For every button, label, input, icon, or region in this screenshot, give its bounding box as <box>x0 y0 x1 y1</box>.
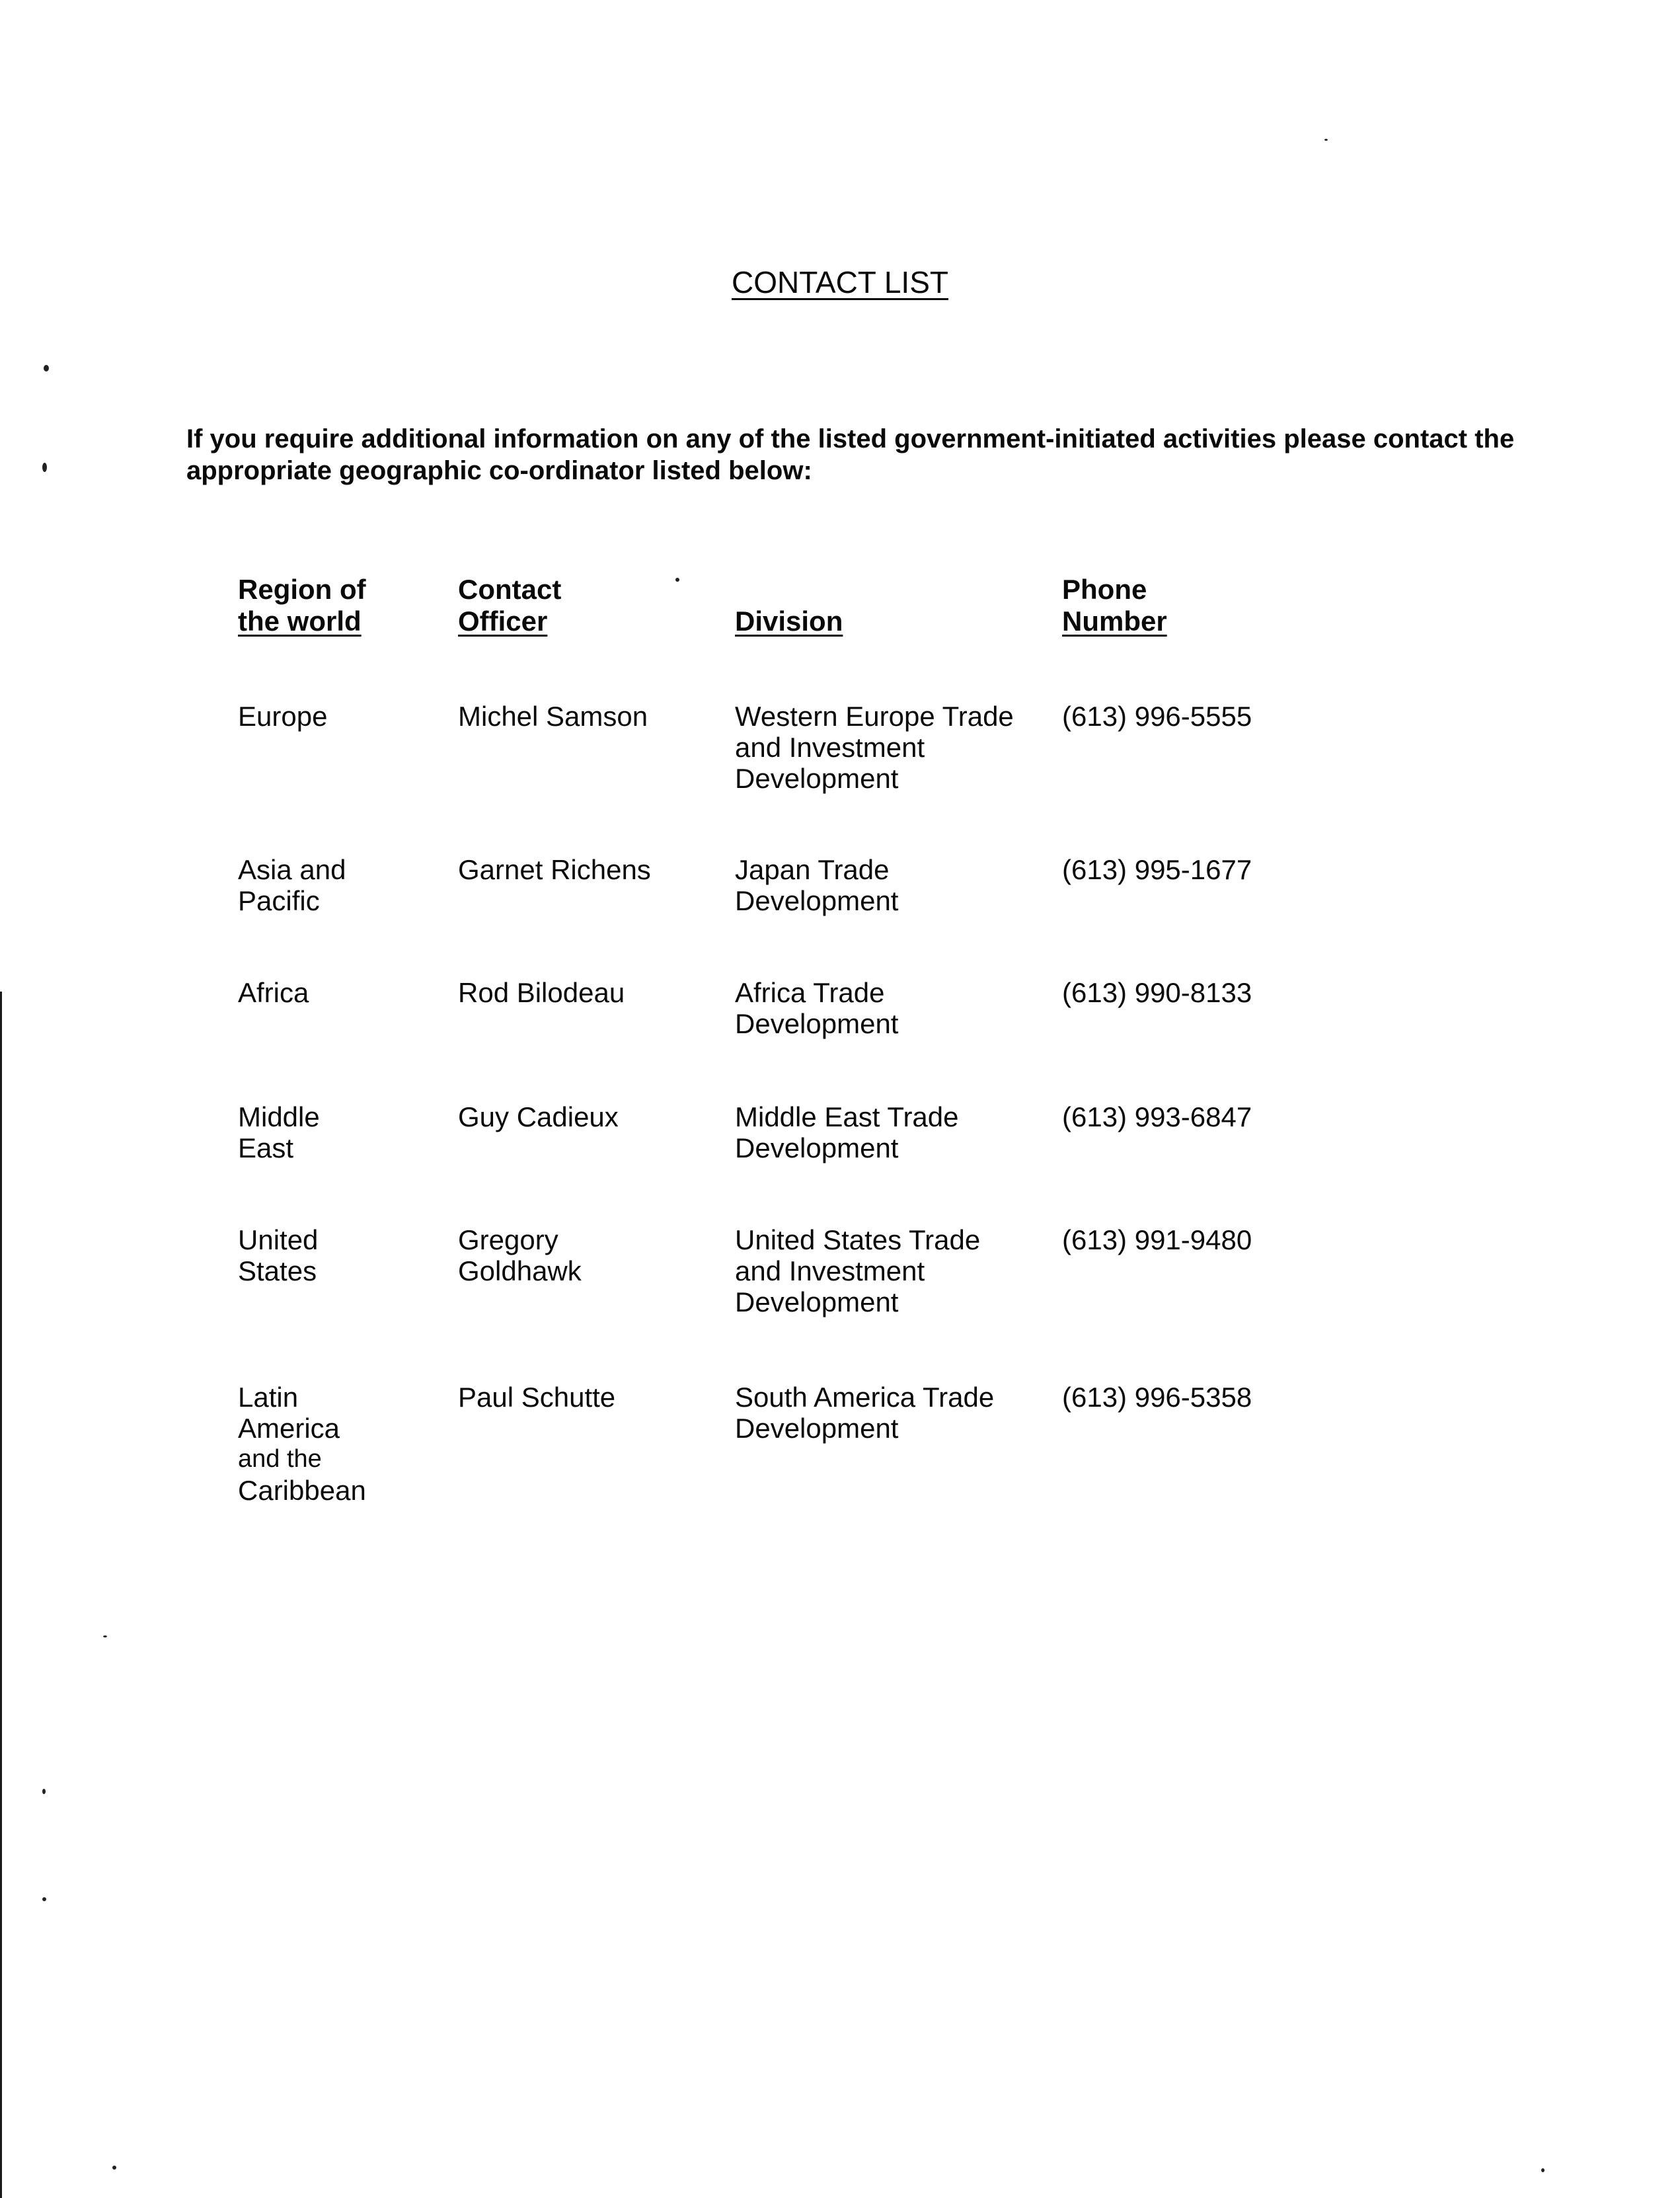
region-line: Latin <box>238 1382 299 1413</box>
intro-line-2: appropriate geographic co-ordinator listed below: <box>186 456 812 485</box>
phone-cell <box>1062 854 1340 885</box>
region-cell <box>238 1101 436 1163</box>
division-line: Development <box>735 1132 899 1163</box>
document-title-text: CONTACT LIST <box>732 265 948 299</box>
intro-paragraph <box>186 423 1515 487</box>
division-line: Development <box>735 1286 899 1317</box>
phone-number: (613) 993-6847 <box>1062 1101 1252 1132</box>
division-line: and Investment <box>735 732 925 763</box>
division-cell <box>735 1224 1046 1317</box>
officer-cell <box>458 701 722 732</box>
region-line: Middle <box>238 1101 320 1132</box>
header-phone-line-2: Number <box>1062 606 1167 637</box>
scan-speck <box>44 365 49 372</box>
region-cell <box>238 854 436 916</box>
scan-speck <box>42 1897 46 1901</box>
document-title <box>0 264 1680 300</box>
header-phone-line-1: Phone <box>1062 574 1147 605</box>
phone-cell <box>1062 977 1340 1008</box>
phone-number: (613) 995-1677 <box>1062 854 1252 885</box>
officer-line: Gregory <box>458 1224 558 1255</box>
officer-line: Goldhawk <box>458 1255 582 1286</box>
officer-cell <box>458 977 722 1008</box>
header-officer-line-2: Officer <box>458 606 548 637</box>
region-line: Europe <box>238 701 328 732</box>
phone-number: (613) 991-9480 <box>1062 1224 1252 1255</box>
division-cell <box>735 977 1046 1039</box>
header-region-line-2: the world <box>238 606 362 637</box>
region-line: Africa <box>238 977 309 1008</box>
officer-line: Paul Schutte <box>458 1382 616 1413</box>
header-region <box>238 574 366 637</box>
region-line: States <box>238 1255 317 1286</box>
header-officer <box>458 574 561 637</box>
division-line: Middle East Trade <box>735 1101 959 1132</box>
region-line: Pacific <box>238 885 320 916</box>
scan-speck <box>42 1789 46 1794</box>
officer-line: Garnet Richens <box>458 854 651 885</box>
officer-cell <box>458 1382 722 1413</box>
division-line: and Investment <box>735 1255 925 1286</box>
scan-speck <box>1541 2168 1545 2172</box>
region-line: East <box>238 1132 294 1163</box>
division-line: Japan Trade <box>735 854 890 885</box>
region-line: United <box>238 1224 319 1255</box>
scan-speck <box>112 2166 116 2170</box>
officer-cell <box>458 1224 722 1286</box>
division-line: South America Trade <box>735 1382 995 1413</box>
division-cell <box>735 854 1046 916</box>
phone-number: (613) 996-5555 <box>1062 701 1252 732</box>
officer-cell <box>458 854 722 885</box>
division-line: Africa Trade <box>735 977 885 1008</box>
officer-line: Guy Cadieux <box>458 1101 619 1132</box>
phone-cell <box>1062 1224 1340 1255</box>
division-cell <box>735 701 1046 794</box>
division-cell <box>735 1101 1046 1163</box>
region-cell <box>238 1224 436 1286</box>
region-line: Asia and <box>238 854 346 885</box>
division-line: Development <box>735 1413 899 1444</box>
region-line: and the <box>238 1445 322 1473</box>
officer-line: Rod Bilodeau <box>458 977 625 1008</box>
region-cell <box>238 701 436 732</box>
region-line: Caribbean <box>238 1475 366 1506</box>
header-phone <box>1062 574 1167 637</box>
region-line: America <box>238 1413 340 1444</box>
phone-number: (613) 990-8133 <box>1062 977 1252 1008</box>
division-line: Development <box>735 1008 899 1039</box>
division-cell <box>735 1382 1046 1444</box>
phone-number: (613) 996-5358 <box>1062 1382 1252 1413</box>
division-line: Development <box>735 885 899 916</box>
scan-speck <box>103 1635 107 1637</box>
binding-edge-line <box>0 992 2 2198</box>
scan-speck <box>1324 139 1328 141</box>
officer-cell <box>458 1101 722 1132</box>
header-division <box>735 606 843 637</box>
phone-cell <box>1062 1382 1340 1413</box>
phone-cell <box>1062 701 1340 732</box>
header-region-line-1: Region of <box>238 574 366 605</box>
officer-line: Michel Samson <box>458 701 648 732</box>
scan-speck <box>675 578 679 582</box>
division-line: United States Trade <box>735 1224 981 1255</box>
division-line: Development <box>735 763 899 794</box>
division-line: Western Europe Trade <box>735 701 1014 732</box>
phone-cell <box>1062 1101 1340 1132</box>
scan-speck <box>42 463 47 472</box>
region-cell <box>238 1382 436 1506</box>
header-officer-line-1: Contact <box>458 574 562 605</box>
header-division-text: Division <box>735 606 843 637</box>
intro-line-1: If you require additional information on any of the listed government-initiated activities please contact the <box>186 424 1515 453</box>
region-cell <box>238 977 436 1008</box>
